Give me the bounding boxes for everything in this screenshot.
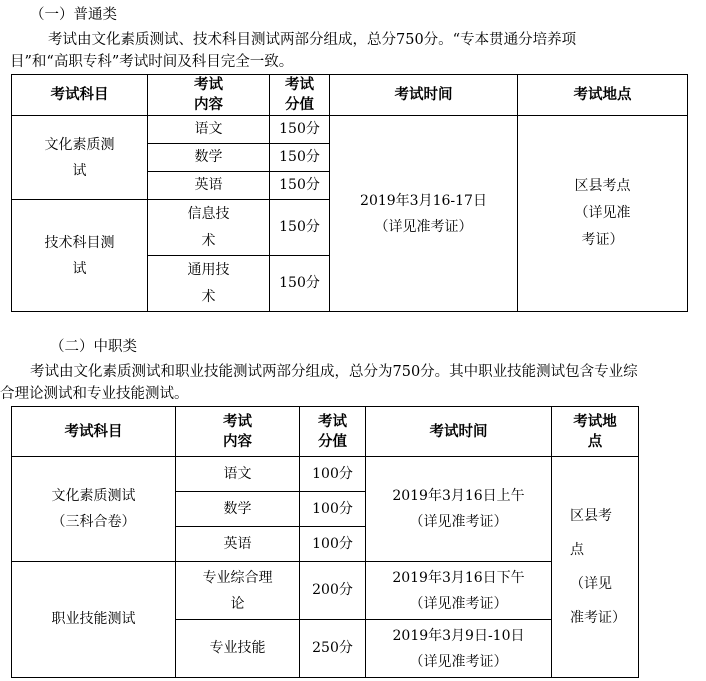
content-cell: 数学 xyxy=(176,492,300,527)
subject-cell: 技术科目测 试 xyxy=(12,200,148,312)
table-header-row xyxy=(12,75,688,116)
time-cell: 2019年3月16日上午 （详见准考证） xyxy=(366,457,552,562)
header-location: 考试地点 xyxy=(518,75,688,116)
content-cell: 专业综合理 论 xyxy=(176,562,300,620)
section1-intro-line1: 考试由文化素质测试、技术科目测试两部分组成，总分750分。“专本贯通分培养项 xyxy=(48,32,577,48)
score-cell: 250分 xyxy=(300,620,366,678)
header-score: 考试 分值 xyxy=(300,407,366,457)
section1-table xyxy=(11,74,688,312)
section2-intro-line1: 考试由文化素质测试和职业技能测试两部分组成，总分为750分。其中职业技能测试包含专业综 xyxy=(30,364,638,380)
section2-intro-line2: 合理论测试和专业技能测试。 xyxy=(0,386,189,402)
score-cell: 100分 xyxy=(300,492,366,527)
time-cell: 2019年3月16日下午 （详见准考证） xyxy=(366,562,552,620)
subject-cell: 文化素质测 试 xyxy=(12,116,148,200)
location-cell: 区县考 点 （详见 准考证） xyxy=(552,457,639,678)
header-content: 考试 内容 xyxy=(176,407,300,457)
section1-intro-line2: 目”和“高职专科”考试时间及科目完全一致。 xyxy=(10,54,294,70)
score-cell: 150分 xyxy=(270,144,330,172)
score-cell: 100分 xyxy=(300,457,366,492)
content-cell: 英语 xyxy=(176,527,300,562)
header-time: 考试时间 xyxy=(330,75,518,116)
content-cell: 英语 xyxy=(148,172,270,200)
score-cell: 150分 xyxy=(270,256,330,312)
section2-heading: （二）中职类 xyxy=(50,339,137,355)
subject-cell: 职业技能测试 xyxy=(12,562,176,678)
time-cell: 2019年3月9日-10日 （详见准考证） xyxy=(366,620,552,678)
header-time: 考试时间 xyxy=(366,407,552,457)
content-cell: 通用技 术 xyxy=(148,256,270,312)
content-cell: 语文 xyxy=(176,457,300,492)
section2-table xyxy=(11,406,639,678)
header-score: 考试 分值 xyxy=(270,75,330,116)
score-cell: 200分 xyxy=(300,562,366,620)
content-cell: 语文 xyxy=(148,116,270,144)
score-cell: 150分 xyxy=(270,116,330,144)
score-cell: 150分 xyxy=(270,172,330,200)
content-cell: 信息技 术 xyxy=(148,200,270,256)
header-subject: 考试科目 xyxy=(12,407,176,457)
content-cell: 数学 xyxy=(148,144,270,172)
score-cell: 100分 xyxy=(300,527,366,562)
subject-cell: 文化素质测试 （三科合卷） xyxy=(12,457,176,562)
table-header-row xyxy=(12,407,639,457)
table-row xyxy=(12,457,639,492)
location-cell: 区县考点 （详见准 考证） xyxy=(518,116,688,312)
score-cell: 150分 xyxy=(270,200,330,256)
content-cell: 专业技能 xyxy=(176,620,300,678)
table-row xyxy=(12,116,688,144)
time-cell: 2019年3月16-17日 （详见准考证） xyxy=(330,116,518,312)
header-subject: 考试科目 xyxy=(12,75,148,116)
header-content: 考试 内容 xyxy=(148,75,270,116)
section1-heading: （一）普通类 xyxy=(30,7,117,23)
header-location: 考试地 点 xyxy=(552,407,639,457)
table-row xyxy=(12,562,639,620)
